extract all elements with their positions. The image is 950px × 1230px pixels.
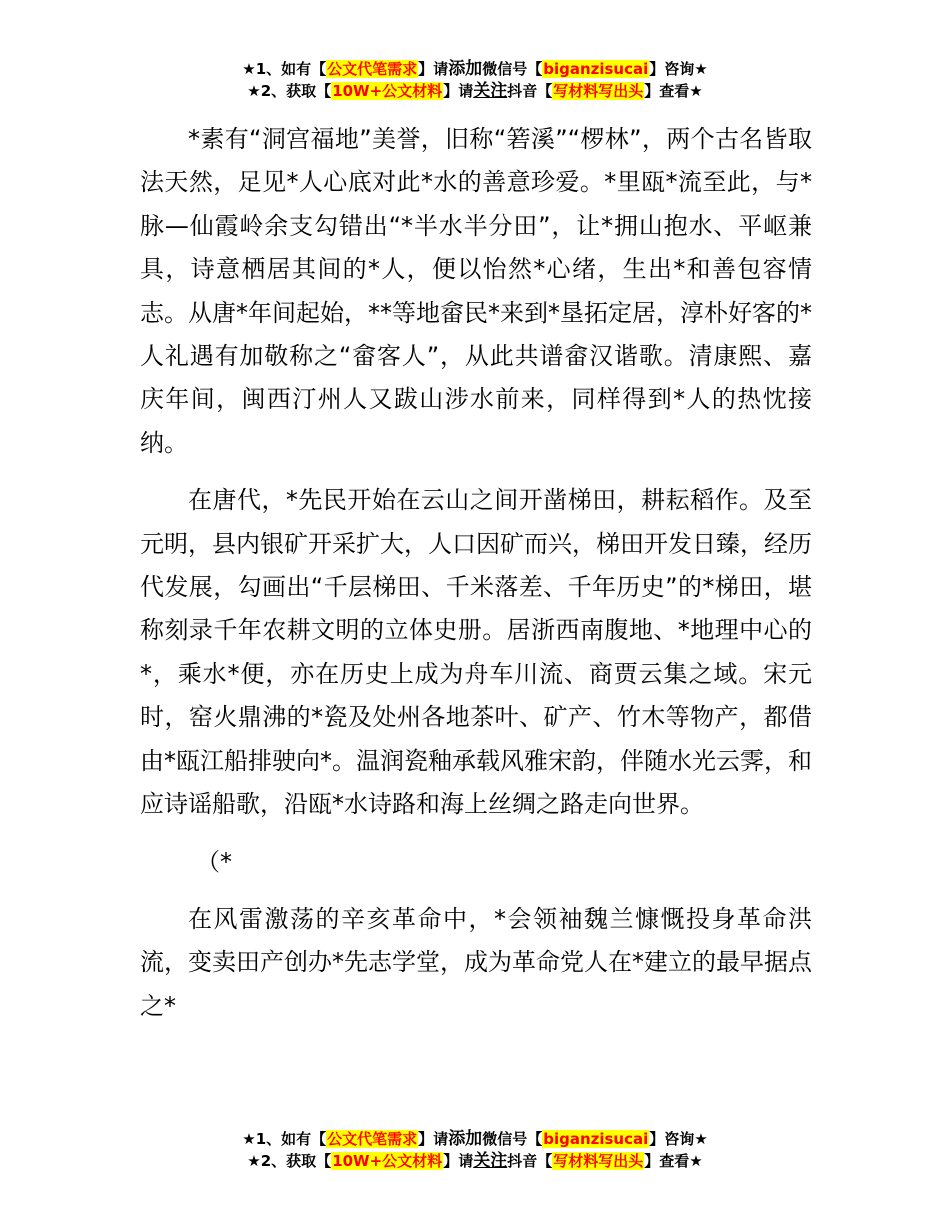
highlight-service: 公文代笔需求 (327, 60, 418, 78)
highlight-wechat-id: biganzisucai (543, 60, 649, 78)
header-line-2: ★2、获取【10W+公文材料】请关注抖音【写材料写出头】查看★ (247, 81, 703, 101)
paragraph-2: 在唐代，*先民开始在云山之间开凿梯田，耕耘稻作。及至元明，县内银矿开采扩大，人口因矿而兴，梯田开发日臻，经历代发展，勾画出“千层梯田、千米落差、千年历史”的*梯田，堪称刻录千年农耕文明的立体史册。居浙西南腹地、*地理中心的*，乘水*便，亦在历史上成为舟车川流、商贾云集之域。宋元时，窑火鼎沸的*瓷及处州各地茶叶、矿产、竹木等物产，都借由*瓯江船排驶向*。温润瓷釉承载风雅宋韵，伴随水光云霁，和应诗谣船歌，沿瓯*水诗路和海上丝绸之路走向世界。 (140, 486, 812, 819)
highlight-materials: 10W+公文材料 (332, 82, 443, 100)
paragraph-4: 在风雷激荡的辛亥革命中，*会领袖魏兰慷慨投身革命洪流，变卖田产创办*先志学堂，成为革命党人在*建立的最早据点之* (140, 904, 812, 1020)
footer-line-1: ★1、如有【公文代笔需求】请添加微信号【biganzisucai】咨询★ (242, 1129, 708, 1149)
header-line-1: ★1、如有【公文代笔需求】请添加微信号【biganzisucai】咨询★ (242, 59, 708, 79)
paragraph-1: *素有“洞宫福地”美誉，旧称“箬溪”“椤林”，两个古名皆取法天然，足见*人心底对此*水的善意珍爱。*里瓯*流至此，与*脉—仙霞岭余支勾错出“*半水半分田”，让*拥山抱水、平岖兼具，诗意栖居其间的*人，便以怡然*心绪，生出*和善包容情志。从唐*年间起始，**等地畲民*来到*垦拓定居，淳朴好客的*人礼遇有加敬称之“畲客人”，从此共谱畲汉谐歌。清康熙、嘉庆年间，闽西汀州人又跋山涉水前来，同样得到*人的热忱接纳。 (140, 125, 812, 457)
paragraph-3: （* (196, 847, 232, 876)
highlight-wechat-id: biganzisucai (543, 1130, 649, 1148)
highlight-materials: 10W+公文材料 (332, 1152, 443, 1170)
highlight-douyin-id: 写材料写出头 (553, 82, 644, 100)
footer-banner (0, 1128, 950, 1172)
highlight-service: 公文代笔需求 (327, 1130, 418, 1148)
document-body (140, 118, 812, 1042)
header-banner (0, 58, 950, 102)
footer-line-2: ★2、获取【10W+公文材料】请关注抖音【写材料写出头】查看★ (247, 1151, 703, 1171)
highlight-douyin-id: 写材料写出头 (553, 1152, 644, 1170)
